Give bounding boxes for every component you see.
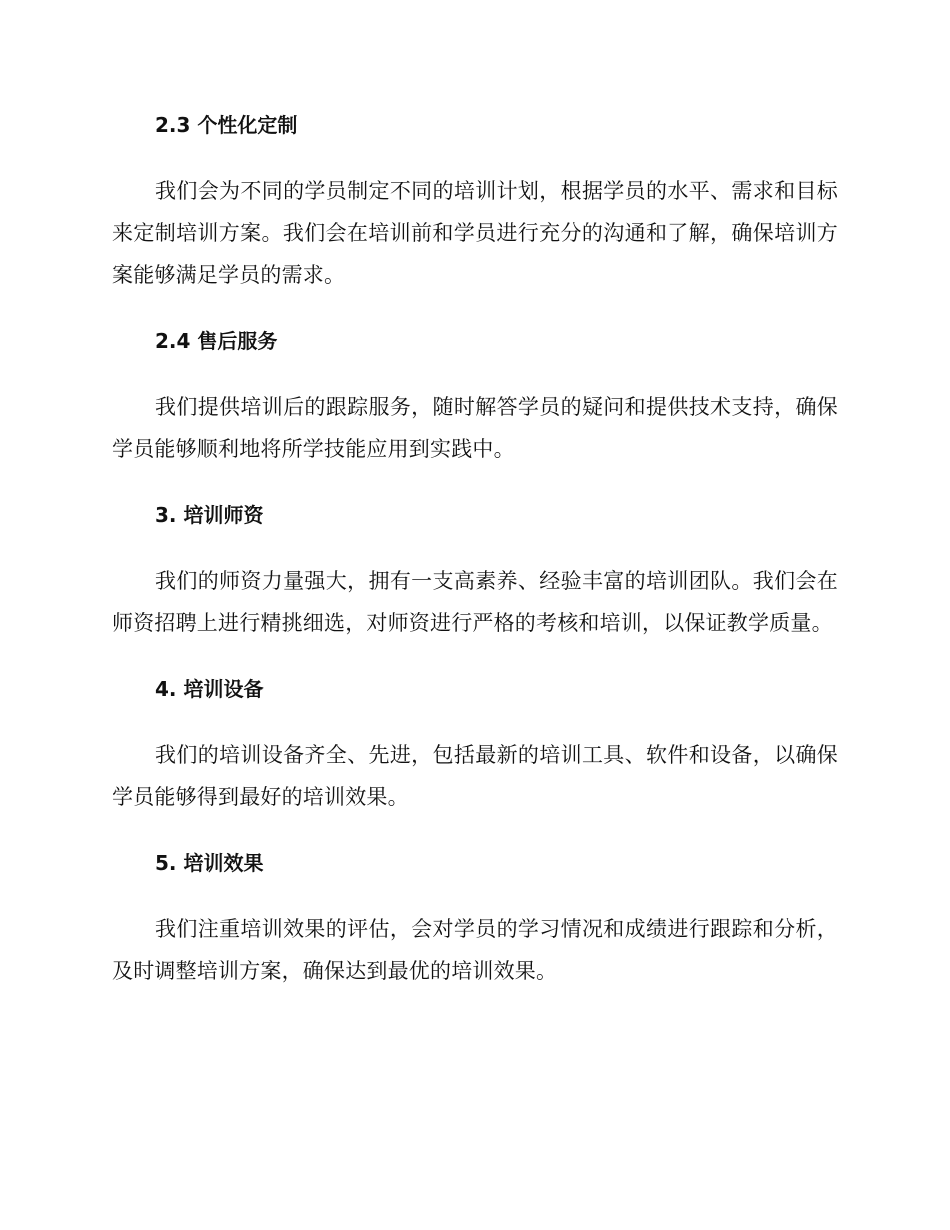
section-heading: 5. 培训效果 [155, 851, 264, 875]
section-paragraph: 我们会为不同的学员制定不同的培训计划，根据学员的水平、需求和目标来定制培训方案。我们会在培训前和学员进行充分的沟通和了解，确保培训方案能够满足学员的需求。 [112, 179, 838, 287]
section-heading: 2.3 个性化定制 [155, 113, 298, 137]
section-training-faculty [112, 498, 838, 644]
section-heading: 4. 培训设备 [155, 677, 264, 701]
section-personalized-customization [112, 108, 838, 296]
section-after-sales-service [112, 324, 838, 470]
section-training-equipment [112, 672, 838, 818]
section-training-results [112, 846, 838, 992]
section-paragraph: 我们提供培训后的跟踪服务，随时解答学员的疑问和提供技术支持，确保学员能够顺利地将所学技能应用到实践中。 [112, 395, 838, 461]
section-paragraph: 我们注重培训效果的评估，会对学员的学习情况和成绩进行跟踪和分析，及时调整培训方案，确保达到最优的培训效果。 [112, 917, 838, 983]
section-paragraph: 我们的师资力量强大，拥有一支高素养、经验丰富的培训团队。我们会在师资招聘上进行精挑细选，对师资进行严格的考核和培训，以保证教学质量。 [112, 569, 838, 635]
section-paragraph: 我们的培训设备齐全、先进，包括最新的培训工具、软件和设备，以确保学员能够得到最好的培训效果。 [112, 743, 838, 809]
section-heading: 2.4 售后服务 [155, 329, 278, 353]
section-heading: 3. 培训师资 [155, 503, 264, 527]
